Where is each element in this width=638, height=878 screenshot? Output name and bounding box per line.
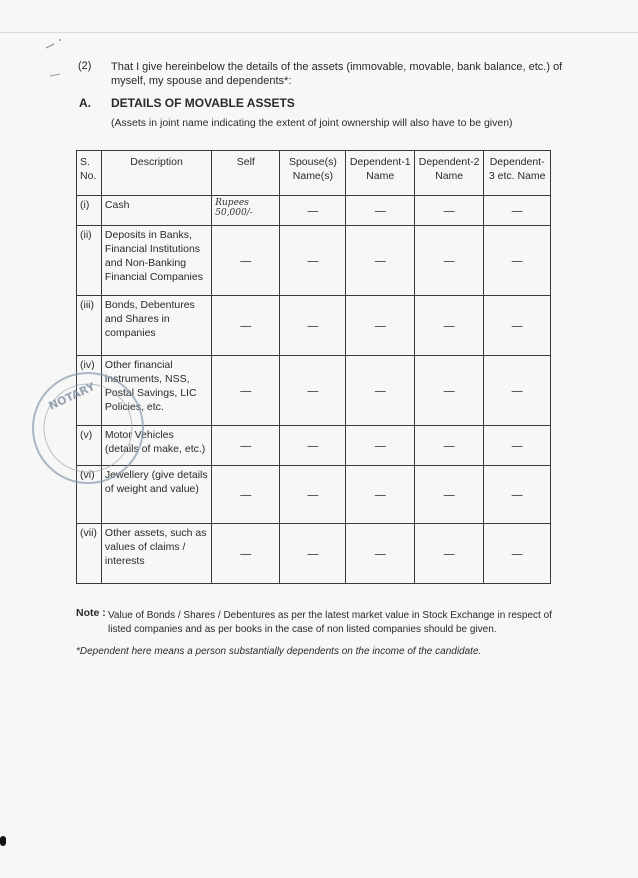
dash-mark: — — [511, 383, 524, 398]
dash-mark: — — [443, 203, 456, 218]
cell-self — [212, 356, 280, 426]
cell-dep1 — [346, 466, 414, 524]
section-subtitle: (Assets in joint name indicating the extent of joint ownership will also have to be given) — [111, 117, 513, 129]
dash-mark: — — [239, 318, 252, 333]
intro-paragraph: That I give hereinbelow the details of the assets (immovable, movable, bank balance, etc.) of myself, my spouse and dependents*: — [111, 61, 563, 87]
table-row — [77, 196, 551, 226]
row-description: Motor Vehicles (details of make, etc.) — [101, 426, 211, 466]
table-header-row — [77, 151, 551, 196]
dash-mark: — — [306, 546, 319, 561]
cell-dep2 — [414, 426, 483, 466]
dash-mark: — — [443, 383, 456, 398]
cell-self — [212, 426, 280, 466]
dash-mark: — — [443, 438, 456, 453]
cell-dep1 — [346, 426, 414, 466]
scan-marks — [20, 30, 70, 90]
dash-mark: — — [239, 383, 252, 398]
cell-spouse — [280, 296, 346, 356]
paragraph-number: (2) — [78, 60, 92, 72]
dash-mark: — — [511, 438, 524, 453]
row-sno: (vii) — [77, 524, 102, 584]
dash-mark: — — [374, 318, 387, 333]
cell-spouse — [280, 356, 346, 426]
cell-self — [212, 466, 280, 524]
dash-mark: — — [239, 253, 252, 268]
header-dependent-2: Dependent-2 Name — [414, 151, 483, 196]
cell-spouse — [280, 524, 346, 584]
cell-spouse — [280, 196, 346, 226]
header-dependent-1: Dependent-1 Name — [346, 151, 414, 196]
cell-dep1 — [346, 226, 414, 296]
dash-mark: — — [511, 487, 524, 502]
section-letter: A. — [79, 96, 91, 110]
scan-edge-line — [0, 32, 638, 33]
cell-self — [212, 524, 280, 584]
dash-mark: — — [374, 487, 387, 502]
header-sno: S. No. — [77, 151, 102, 196]
dash-mark: — — [443, 487, 456, 502]
cell-dep2 — [414, 226, 483, 296]
row-sno: (ii) — [77, 226, 102, 296]
row-description: Jewellery (give details of weight and value) — [101, 466, 211, 524]
cell-dep1 — [346, 196, 414, 226]
dash-mark: — — [511, 203, 524, 218]
note-text: Value of Bonds / Shares / Debentures as per the latest market value in Stock Exchange in respect of listed companies and as per books in the case of non listed companies should be given. — [108, 610, 552, 635]
cell-dep3 — [484, 356, 551, 426]
cell-spouse — [280, 426, 346, 466]
cell-dep3 — [484, 426, 551, 466]
section-title: DETAILS OF MOVABLE ASSETS — [111, 96, 295, 110]
dash-mark: — — [306, 438, 319, 453]
cell-dep3 — [484, 296, 551, 356]
cell-self — [212, 226, 280, 296]
dash-mark: — — [306, 203, 319, 218]
cell-self — [212, 196, 280, 226]
cell-dep2 — [414, 356, 483, 426]
row-description: Other assets, such as values of claims / interests — [101, 524, 211, 584]
dash-mark: — — [443, 253, 456, 268]
dash-mark: — — [374, 253, 387, 268]
dash-mark: — — [443, 318, 456, 333]
header-spouse: Spouse(s) Name(s) — [280, 151, 346, 196]
movable-assets-table — [76, 150, 551, 584]
cell-dep2 — [414, 524, 483, 584]
cell-dep3 — [484, 196, 551, 226]
cell-spouse — [280, 466, 346, 524]
notary-stamp — [28, 368, 148, 488]
cell-dep3 — [484, 226, 551, 296]
handwritten-amount: Rupees 50,000/- — [215, 198, 253, 218]
row-description: Deposits in Banks, Financial Institutions and Non-Banking Financial Companies — [101, 226, 211, 296]
table-row — [77, 296, 551, 356]
table-row — [77, 524, 551, 584]
header-description: Description — [101, 151, 211, 196]
dash-mark: — — [374, 546, 387, 561]
table-row — [77, 226, 551, 296]
row-description: Bonds, Debentures and Shares in companies — [101, 296, 211, 356]
row-sno: (iv) — [77, 356, 102, 426]
footnote: *Dependent here means a person substantially dependents on the income of the candidate. — [76, 646, 482, 657]
cell-self — [212, 296, 280, 356]
header-dependent-3: Dependent-3 etc. Name — [484, 151, 551, 196]
dash-mark: — — [511, 546, 524, 561]
dash-mark: — — [306, 487, 319, 502]
dash-mark: — — [443, 546, 456, 561]
header-self: Self — [212, 151, 280, 196]
stamp-text: NOTARY — [46, 379, 98, 413]
row-description: Cash — [101, 196, 211, 226]
note-label: Note : — [76, 607, 106, 619]
row-sno: (vi) — [77, 466, 102, 524]
dash-mark: — — [239, 546, 252, 561]
binding-hole-mark — [0, 836, 6, 846]
dash-mark: — — [511, 253, 524, 268]
dash-mark: — — [374, 438, 387, 453]
cell-dep3 — [484, 524, 551, 584]
dash-mark: — — [306, 383, 319, 398]
cell-dep2 — [414, 466, 483, 524]
row-sno: (iii) — [77, 296, 102, 356]
cell-dep3 — [484, 466, 551, 524]
row-sno: (v) — [77, 426, 102, 466]
cell-dep2 — [414, 196, 483, 226]
row-description: Other financial instruments, NSS, Postal Savings, LIC Policies, etc. — [101, 356, 211, 426]
dash-mark: — — [239, 438, 252, 453]
cell-dep1 — [346, 524, 414, 584]
dash-mark: — — [306, 253, 319, 268]
dash-mark: — — [374, 383, 387, 398]
row-sno: (i) — [77, 196, 102, 226]
cell-dep1 — [346, 296, 414, 356]
dash-mark: — — [239, 487, 252, 502]
dash-mark: — — [374, 203, 387, 218]
cell-spouse — [280, 226, 346, 296]
cell-dep1 — [346, 356, 414, 426]
cell-dep2 — [414, 296, 483, 356]
dash-mark: — — [306, 318, 319, 333]
dash-mark: — — [511, 318, 524, 333]
